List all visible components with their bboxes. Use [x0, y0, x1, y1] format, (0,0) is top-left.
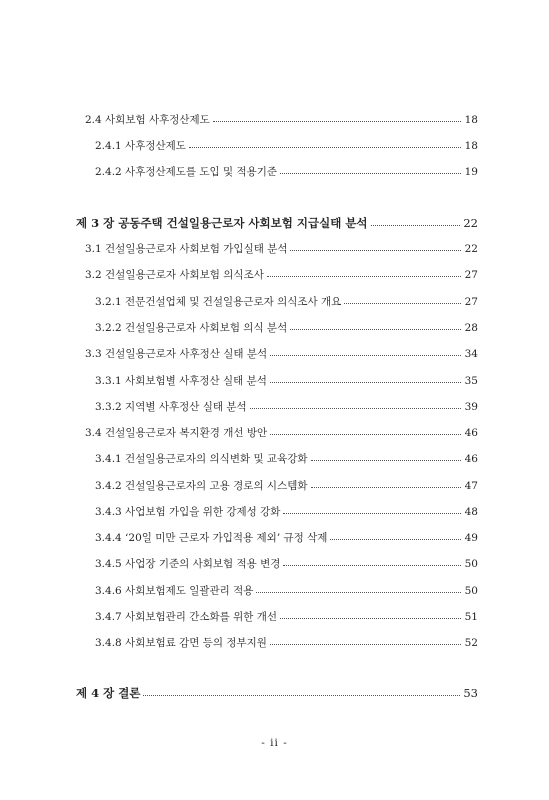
toc-entry [76, 216, 478, 230]
toc-entry-title: 3.3 건설일용근로자 사후정산 실태 분석 [85, 348, 268, 360]
toc-entry-page: 28 [464, 322, 478, 334]
toc-entry-page: 51 [464, 611, 478, 623]
toc-entry [95, 321, 478, 335]
toc-entry [95, 139, 478, 153]
toc-entry-title: 3.4.2 건설일용근로자의 고용 경로의 시스템화 [95, 480, 308, 492]
toc-entry [76, 686, 478, 700]
dot-leader [270, 373, 461, 383]
toc-entry [95, 584, 478, 598]
dot-leader [311, 451, 462, 461]
toc-entry [85, 268, 478, 282]
dot-leader [330, 530, 461, 540]
dot-leader [344, 294, 461, 304]
toc-entry-page: 48 [464, 506, 478, 518]
toc-entry-page: 35 [464, 375, 478, 387]
dot-leader [189, 138, 461, 148]
toc-entry-title: 3.3.1 사회보험별 사후정산 실태 분석 [95, 375, 267, 387]
toc-entry-title: 제 3 장 공동주택 건설일용근로자 사회보험 지급실태 분석 [76, 216, 368, 230]
dot-leader [213, 112, 461, 122]
toc-entry-page: 18 [464, 114, 478, 126]
toc-entry-page: 50 [464, 558, 478, 570]
toc-entry-page: 34 [464, 348, 478, 360]
toc-entry-title: 3.2.1 전문건설업체 및 건설일용근로자 의식조사 개요 [95, 296, 342, 308]
toc-entry-title: 3.4.1 건설일용근로자의 의식변화 및 교육강화 [95, 453, 308, 465]
dot-leader [143, 686, 460, 696]
toc-entry-title: 3.4 건설일용근로자 복지환경 개선 방안 [85, 427, 268, 439]
dot-leader [270, 635, 461, 645]
toc-entry [85, 347, 478, 361]
toc-entry-page: 22 [464, 243, 478, 255]
toc-entry-title: 제 4 장 결론 [76, 686, 141, 700]
toc-entry [95, 505, 478, 519]
toc-entry-page: 27 [464, 269, 478, 281]
toc-entry-title: 3.2 건설일용근로자 사회보험 의식조사 [85, 269, 264, 281]
toc-entry-title: 3.4.8 사회보험료 감면 등의 정부지원 [95, 637, 267, 649]
toc-entry [95, 165, 478, 179]
toc-entry-page: 49 [464, 532, 478, 544]
toc-entry [95, 295, 478, 309]
dot-leader [290, 320, 461, 330]
page-number-footer: - ii - [261, 737, 288, 749]
toc-entry-page: 52 [464, 637, 478, 649]
dot-leader [280, 609, 461, 619]
toc-entry-page: 22 [463, 216, 478, 230]
toc-entry-title: 3.4.7 사회보험관리 간소화를 위한 개선 [95, 611, 278, 623]
toc-entry-page: 46 [464, 427, 478, 439]
dot-leader [290, 241, 461, 251]
toc-entry [95, 400, 478, 414]
toc-entry-page: 19 [464, 166, 478, 178]
toc-entry [95, 531, 478, 545]
toc-entry-page: 53 [463, 686, 478, 700]
toc-entry-title: 2.4.2 사후정산제도를 도입 및 적용기준 [95, 166, 278, 178]
dot-leader [371, 216, 461, 226]
toc-entry-title: 3.2.2 건설일용근로자 사회보험 의식 분석 [95, 322, 288, 334]
toc-entry [95, 479, 478, 493]
toc-entry-page: 18 [464, 140, 478, 152]
dot-leader [256, 583, 461, 593]
toc-entry-page: 39 [464, 401, 478, 413]
toc-entry [95, 557, 478, 571]
toc-entry [95, 452, 478, 466]
toc-entry-page: 47 [464, 480, 478, 492]
toc-entry-page: 50 [464, 585, 478, 597]
toc-entry-page: 27 [464, 296, 478, 308]
dot-leader [283, 504, 461, 514]
toc-entry-title: 2.4 사회보험 사후정산제도 [85, 114, 210, 126]
dot-leader [250, 399, 461, 409]
toc-entry-title: 3.4.6 사회보험제도 일괄관리 적용 [95, 585, 254, 597]
toc-entry [85, 242, 478, 256]
toc-entry-title: 3.4.3 사업보험 가입을 위한 강제성 강화 [95, 506, 281, 518]
dot-leader [267, 267, 461, 277]
toc-entry-title: 2.4.1 사후정산제도 [95, 140, 186, 152]
toc-entry-title: 3.3.2 지역별 사후정산 실태 분석 [95, 401, 247, 413]
dot-leader [283, 556, 461, 566]
dot-leader [280, 164, 461, 174]
dot-leader [270, 425, 461, 435]
toc-entry [95, 374, 478, 388]
toc-entry [85, 113, 478, 127]
dot-leader [270, 346, 461, 356]
dot-leader [311, 478, 462, 488]
toc-entry [95, 610, 478, 624]
toc-entry [85, 426, 478, 440]
toc-entry-title: 3.4.5 사업장 기준의 사회보험 적용 변경 [95, 558, 281, 570]
toc-entry [95, 636, 478, 650]
toc-entry-title: 3.1 건설일용근로자 사회보험 가입실태 분석 [85, 243, 288, 255]
toc-entry-page: 46 [464, 453, 478, 465]
toc-entry-title: 3.4.4 ‘20일 미만 근로자 가입적용 제외’ 규정 삭제 [95, 532, 328, 544]
